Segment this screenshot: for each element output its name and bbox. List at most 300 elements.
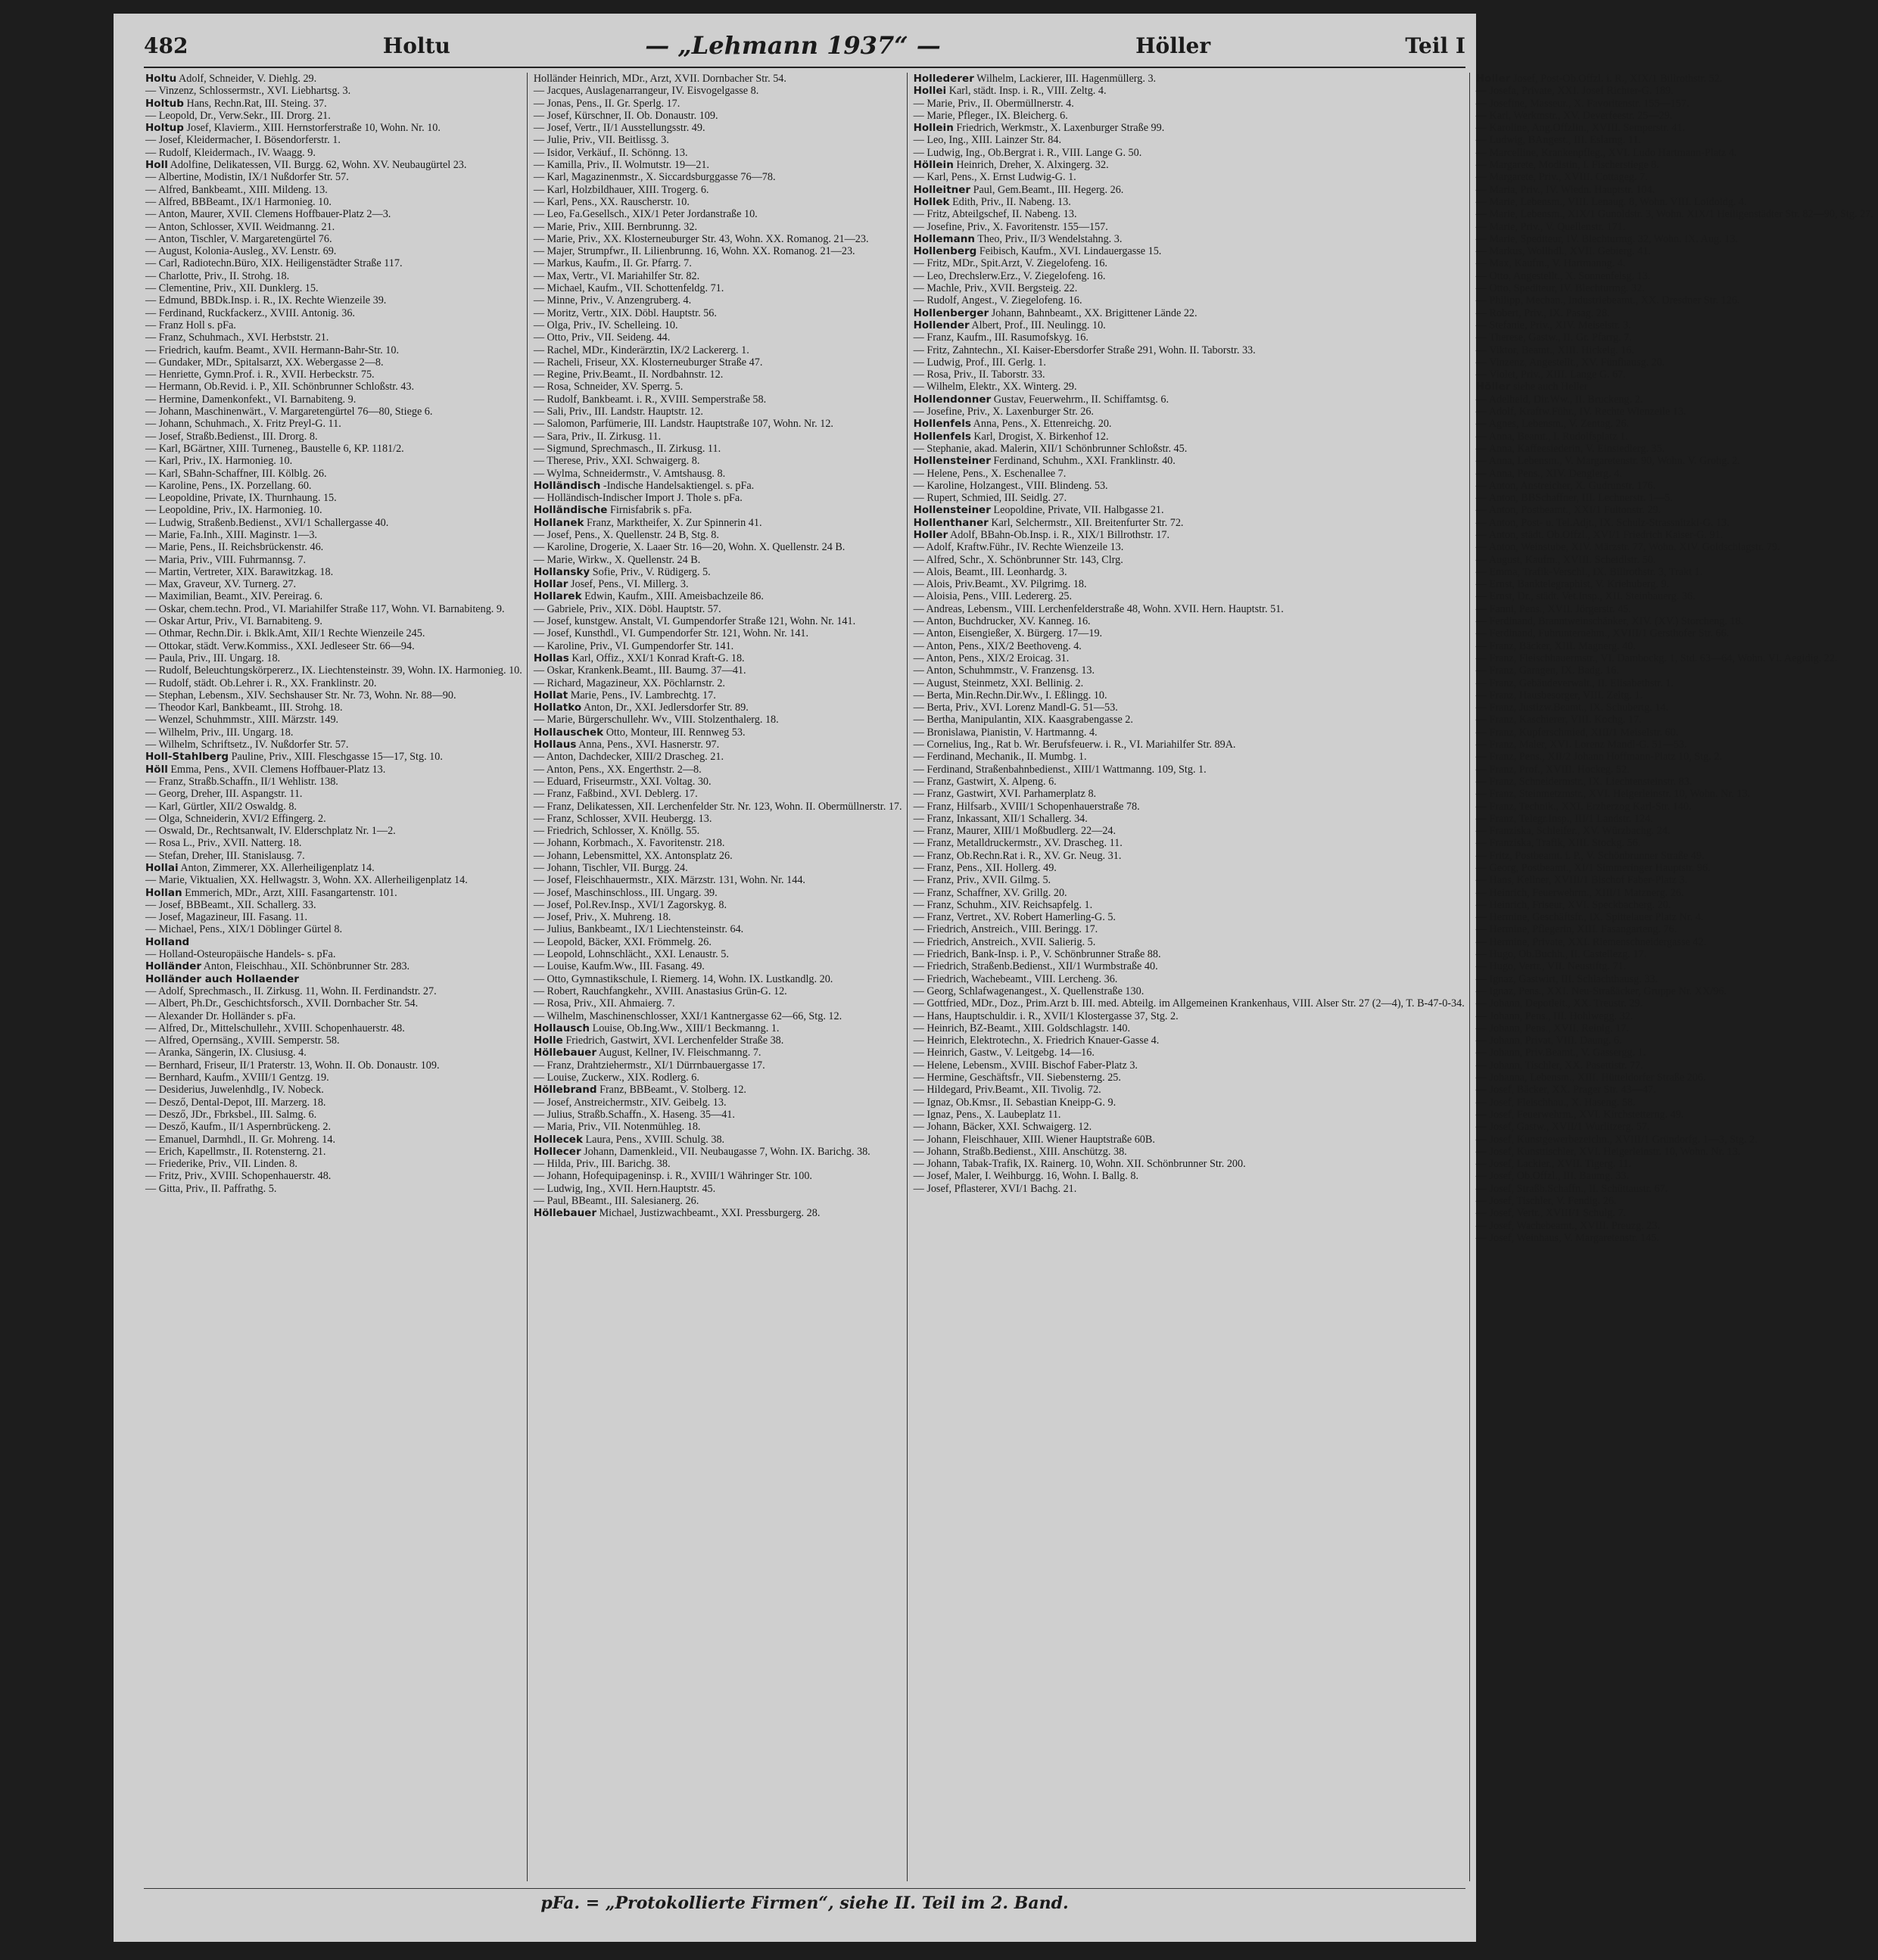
entry-details: — Fritz, Zahntechn., XI. Kaiser-Ebersdorfer Straße 291, Wohn. II. Taborstr. 33. <box>913 344 1256 356</box>
directory-entry <box>145 134 522 146</box>
entry-details: — Albertine, Modistin, IX/1 Nußdorfer Str. 57. <box>145 171 349 184</box>
directory-entry <box>914 356 1465 369</box>
directory-entry <box>534 1084 902 1096</box>
directory-entry <box>534 1146 902 1158</box>
directory-entry <box>914 98 1465 110</box>
entry-details: — Anton, Pens., XX. Engerthstr. 2—8. <box>533 763 702 776</box>
directory-entry <box>914 85 1465 97</box>
directory-entry <box>1476 455 1873 467</box>
directory-entry <box>914 985 1465 997</box>
directory-entry <box>534 504 902 516</box>
directory-entry <box>914 1047 1465 1059</box>
directory-entry <box>534 1047 902 1059</box>
entry-details: — Robert, Priv., IX. Pasag. 28. <box>1475 306 1610 319</box>
entry-surname: Hollansky <box>533 565 590 578</box>
directory-entry <box>1476 171 1873 183</box>
entry-details: — Josef, Wachebeamt., XVIII. Preuzg. 23. <box>1475 1219 1661 1232</box>
directory-entry <box>145 887 522 899</box>
entry-details: — Josef, Ob.Offzl., III. Baumg. 33. <box>1475 1170 1630 1183</box>
entry-details: — Ludwig, Straßenb.Bedienst., XVI/1 Schallergasse 40. <box>145 516 389 529</box>
directory-entry <box>914 110 1465 122</box>
entry-details: — Ignaz, Gastwirt, III. Schlachthausg. 33. <box>1475 972 1658 985</box>
directory-entry <box>914 468 1465 480</box>
entry-details: — Franz, Prof., XVIII. Hockeg. 52. <box>1475 763 1630 776</box>
entry-details: Firnisfabrik s. pFa. <box>610 504 692 517</box>
directory-entry <box>534 726 902 739</box>
entry-details: — Robert, Rauchfangkehr., XVIII. Anastasius Grün-G. 12. <box>533 985 787 997</box>
directory-entry <box>1476 1034 1873 1047</box>
directory-entry <box>1476 221 1873 233</box>
entry-details: — Ludwig, Prof., III. Gerlg. 1. <box>913 356 1046 369</box>
entry-details: — Josefa, Private, XXI. Josef Richter-G. 189. <box>1475 85 1674 98</box>
directory-entry <box>914 689 1465 702</box>
entry-details: — Johann, Tischler, VII. Burgg. 24. <box>533 862 688 874</box>
entry-details: — Emma, Trafik-Verschl., IX. Billrothstr. 3, Trakt 1. <box>1475 565 1703 578</box>
entry-details: Hans, Rechn.Rat, III. Steing. 37. <box>186 97 327 110</box>
entry-details: — Otto, Spediteur, IV. Blechturmg. 32. <box>1475 282 1645 295</box>
entry-details: — Leopold, Lohnschlächt., XXI. Lenaustr. 5. <box>533 948 729 961</box>
entry-details: — Johann, Korbmach., X. Favoritenstr. 218. <box>533 837 725 850</box>
directory-entry <box>534 98 902 110</box>
entry-details: Holländer Heinrich, MDr., Arzt, XVII. Dornbacher Str. 54. <box>533 73 786 85</box>
column-2 <box>527 73 907 1881</box>
entry-details: — Desiderius, Juwelenhdlg., IV. Nobeck. <box>145 1084 324 1097</box>
directory-entry <box>1476 282 1873 294</box>
entry-details: — Josef, Kürschner, II. Ob. Donaustr. 109. <box>533 109 718 122</box>
entry-details: — Wilhelm, Maschinenschlosser, XXI/1 Kantnergasse 62—66, Stg. 12. <box>533 1010 842 1022</box>
directory-entry <box>145 468 522 480</box>
directory-entry <box>914 960 1465 972</box>
entry-details: — Otto, Priv., VII. Seideng. 44. <box>533 331 671 344</box>
entry-surname: Hollan <box>145 886 182 899</box>
entry-details: — Anton, Postbeamt., XXI/1 Fultonstr. 29. <box>1475 504 1662 517</box>
column-3 <box>907 73 1469 1881</box>
entry-details: — Johann, Privat, VIII. Daung. 6. <box>1475 1034 1622 1047</box>
directory-entry <box>145 1134 522 1146</box>
directory-entry <box>534 233 902 245</box>
entry-details: — Anton, Maurer, XVII. Clemens Hoffbauer-Platz 2—3. <box>145 208 391 221</box>
directory-entry <box>1476 702 1873 714</box>
directory-entry <box>145 98 522 110</box>
entry-details: — Max, Vertr., VI. Mariahilfer Str. 82. <box>533 269 700 282</box>
entry-details: — Racheli, Friseur, XX. Klosterneuburger Straße 47. <box>533 356 763 369</box>
entry-details: — Johann, Pens., XVII. Reinlg. 17. <box>1475 1022 1629 1034</box>
directory-entry <box>145 788 522 800</box>
entry-surname: Hollei <box>913 85 947 98</box>
directory-entry <box>914 208 1465 220</box>
directory-entry <box>534 850 902 862</box>
entry-details: Friedrich, Werkmstr., X. Laxenburger Straße 99. <box>956 122 1165 135</box>
directory-entry <box>1476 850 1873 862</box>
directory-entry <box>914 480 1465 492</box>
directory-entry <box>1476 997 1873 1010</box>
entry-details: — Marie, Lebensm., XIX/1 Gunoldstr. 3, Wohn. XIX/1 Heiligenstädter Str. 82—90, Stg. 27. <box>1475 208 1873 221</box>
directory-entry <box>1476 431 1873 443</box>
entry-details: — Johann, Bäcker, XXI. Schwaigerg. 12. <box>913 1121 1092 1134</box>
entry-details: Adolf, BBahn-Ob.Insp. i. R., XIX/1 Billrothstr. 17. <box>950 528 1170 541</box>
entry-surname: Hollarek <box>533 590 582 603</box>
directory-entry <box>1476 331 1873 344</box>
entry-details: — Johann, Lebensmittel, XX. Antonsplatz 26. <box>533 849 733 862</box>
entry-details: — Marie, Bürgerschullehr. Wv., VIII. Stolzenthalerg. 18. <box>533 714 779 726</box>
entry-details: Karl, städt. Insp. i. R., VIII. Zeltg. 4. <box>948 85 1107 98</box>
directory-entry <box>1476 1059 1873 1072</box>
entry-details: — Ferdinand, Fuhrunternehm., XVIII/1 Gersthofer Str. 66. <box>1475 627 1730 640</box>
entry-details: — Marie, Lebensm., VIII. Lenaug. 8, Wohn. VIII. Loidoldg. 4. <box>1475 195 1747 208</box>
entry-details: — Desző, Dental-Depot, III. Marzerg. 18. <box>145 1096 326 1109</box>
directory-entry <box>145 664 522 677</box>
entry-surname: Hollenfels <box>913 418 971 431</box>
directory-entry <box>914 899 1465 911</box>
entry-details: — Majer, Strumpfwr., II. Lilienbrunng. 16, Wohn. XX. Romanog. 21—23. <box>533 245 855 258</box>
entry-surname: Hollenberger <box>913 306 989 319</box>
directory-entry <box>145 171 522 183</box>
directory-entry <box>1476 615 1873 627</box>
directory-entry <box>534 1207 902 1219</box>
column-4 <box>1469 73 1878 1881</box>
directory-page <box>114 14 1873 1942</box>
directory-entry <box>534 960 902 972</box>
directory-entry <box>145 319 522 331</box>
directory-entry <box>145 801 522 813</box>
directory-entry <box>534 257 902 269</box>
entry-details: — Alois, Beamt., III. Leonhardg. 3. <box>913 565 1067 578</box>
directory-entry <box>1476 764 1873 776</box>
directory-entry <box>534 110 902 122</box>
directory-entry <box>914 319 1465 331</box>
directory-entry <box>914 615 1465 627</box>
entry-details: — Karl, BGärtner, XIII. Turneneg., Baustelle 6, KP. 1181/2. <box>145 442 404 455</box>
directory-entry <box>534 1134 902 1146</box>
entry-details: — Franz, Inkassant, XII/1 Schallerg. 34. <box>913 812 1088 825</box>
directory-entry <box>1476 776 1873 788</box>
directory-entry <box>914 1109 1465 1121</box>
directory-entry <box>1476 973 1873 985</box>
directory-entry <box>1476 319 1873 331</box>
directory-entry <box>914 233 1465 245</box>
directory-entry <box>1476 159 1873 171</box>
entry-surname: Hollar <box>533 578 568 591</box>
directory-entry <box>534 1010 902 1022</box>
entry-surname: Hollensteiner <box>913 455 991 468</box>
directory-entry <box>534 825 902 837</box>
entry-details: — Marie, Viktualien, XX. Hellwagstr. 3, Wohn. XX. Allerheiligenplatz 14. <box>145 874 468 887</box>
entry-details: — Johann, Maschinenwärt., V. Margaretengürtel 76—80, Stiege 6. <box>145 406 433 418</box>
directory-entry <box>145 480 522 492</box>
entry-details: — Hildegard, Priv.Beamt., XII. Tivolig. 72. <box>913 1084 1101 1097</box>
directory-entry <box>1476 726 1873 739</box>
directory-entry <box>145 455 522 467</box>
directory-entry <box>1476 837 1873 849</box>
entry-details: — Adolf, Kraftw.Führ., IV. Rechte Wienzeile 13. <box>1475 406 1686 418</box>
directory-entry <box>534 948 902 960</box>
entry-details: — Franz, Garagen, IX. Badg. 16. <box>1475 664 1619 677</box>
entry-details: — Alois, Priv.Beamt., XV. Pilgrimg. 18. <box>913 578 1087 591</box>
directory-entry <box>1476 110 1873 122</box>
entry-details: — Karoline, Priv., VI. Gumpendorfer Str. 141. <box>533 639 734 652</box>
entry-details: — Hilda, Priv., III. Barichg. 38. <box>533 1158 671 1171</box>
directory-entry <box>145 689 522 702</box>
column-1 <box>144 73 527 1881</box>
entry-details: — Gottfried, MDr., Doz., Prim.Arzt b. III. med. Abteilg. im Allgemeinen Krankenhaus, VIII. Alser Str. 27 (2—4), T. B-47-0-34. <box>913 997 1465 1010</box>
entry-details: Karl, Selchermstr., XII. Breitenfurter Str. 72. <box>991 516 1184 529</box>
entry-details: — Josef, Priv., X. Muhreng. 18. <box>533 911 671 924</box>
entry-details: Marie, Pens., IV. Lambrechtg. 17. <box>570 689 716 702</box>
entry-details: — Ottokar, städt. Verw.Kommiss., XXI. Jedleseer Str. 66—94. <box>145 639 415 652</box>
directory-entry <box>1476 418 1873 430</box>
directory-entry <box>145 245 522 257</box>
directory-entry <box>1476 590 1873 602</box>
directory-entry <box>145 948 522 960</box>
entry-details: — Marie, Spediteur, IV. Blechturmg. 32, Wohn. IX. Aug. 13. <box>1475 232 1738 245</box>
entry-details: — Berta, Min.Rechn.Dir.Wv., I. Eßlingg. 10. <box>913 689 1107 702</box>
entry-details: Ferdinand, Schuhm., XXI. Franklinstr. 40. <box>993 455 1176 468</box>
directory-entry <box>914 504 1465 516</box>
entry-details: — Karl, Gürtler, XII/2 Oswaldg. 8. <box>145 800 297 813</box>
entry-details: — Helene, Lebensm., XVIII. Bischof Faber-Platz 3. <box>913 1059 1138 1072</box>
entry-details: Johann, Bahnbeamt., XX. Brigittener Lände 22. <box>991 306 1197 319</box>
entry-surname: Höllebauer <box>533 1207 596 1220</box>
entry-details: — Bernhard, Kaufm., XVIII/1 Gentzg. 19. <box>145 1072 329 1084</box>
entry-surname: Hollenfels <box>913 430 971 443</box>
entry-details: -Indische Handelsaktiengel. s. pFa. <box>603 479 755 492</box>
directory-entry <box>145 751 522 763</box>
directory-entry <box>145 874 522 886</box>
directory-entry <box>914 394 1465 406</box>
directory-entry <box>145 257 522 269</box>
directory-entry <box>534 776 902 788</box>
directory-entry <box>534 455 902 467</box>
entry-details: — Johann, Priv.Beamt., V. Gassergg. 1. <box>1475 1047 1646 1059</box>
directory-entry <box>914 554 1465 566</box>
directory-entry <box>145 147 522 159</box>
directory-entry <box>1476 899 1873 911</box>
entry-details: — Leo, Drechslerw.Erz., V. Ziegelofeng. 16. <box>913 269 1106 282</box>
entry-details: — Marie, Pfleger., IX. Bleicherg. 6. <box>913 109 1068 122</box>
directory-entry <box>145 184 522 196</box>
directory-entry <box>534 319 902 331</box>
entry-details: — Andreas, Lebensm., VIII. Lerchenfelderstraße 48, Wohn. XVII. Hern. Hauptstr. 51. <box>913 602 1284 615</box>
directory-entry <box>534 677 902 689</box>
directory-entry <box>1476 677 1873 689</box>
directory-entry <box>1476 923 1873 935</box>
directory-entry <box>914 122 1465 134</box>
header-part: Teil I <box>1405 33 1465 58</box>
entry-details: — Josefine, Priv., X. Laxenburger Str. 26. <box>913 406 1094 418</box>
entry-details: — Aloisia, Pens., VIII. Ledererg. 25. <box>913 590 1073 603</box>
entry-details: — Therese, Priv., XXI. Schwaigerg. 8. <box>533 455 700 468</box>
entry-columns <box>144 73 1873 1881</box>
directory-entry <box>1476 911 1873 923</box>
entry-details: — Isidor, Verkäuf., II. Schönng. 13. <box>533 146 688 159</box>
entry-details: — August, Steinmetz, XXI. Bellinig. 2. <box>913 677 1084 689</box>
entry-details: — Franz, Metalldruckermstr., XV. Drascheg. 11. <box>913 837 1123 850</box>
directory-entry <box>914 257 1465 269</box>
directory-entry <box>145 726 522 739</box>
entry-details: Karl, Offiz., XXI/1 Konrad Kraft-G. 18. <box>571 652 745 664</box>
directory-entry <box>534 751 902 763</box>
directory-entry <box>1476 1084 1873 1096</box>
directory-entry <box>1476 1232 1873 1244</box>
directory-entry <box>145 221 522 233</box>
directory-entry <box>1476 788 1873 800</box>
directory-entry <box>1476 208 1873 220</box>
directory-entry <box>534 282 902 294</box>
directory-entry <box>145 997 522 1010</box>
directory-entry <box>914 923 1465 935</box>
directory-entry <box>1476 369 1873 381</box>
entry-details: Josef, Pens., VI. Millerg. 3. <box>570 578 689 591</box>
entry-details: — Franz, Gastwirt, X. Alpeng. 6. <box>913 775 1057 788</box>
directory-entry <box>145 615 522 627</box>
entry-details: — Holländisch-Indischer Import J. Thole s. pFa. <box>533 492 743 505</box>
directory-entry <box>145 492 522 504</box>
directory-entry <box>914 566 1465 578</box>
entry-details: — Karl, Magazinenmstr., X. Siccardsburggasse 76—78. <box>533 171 776 184</box>
entry-surname: Hollaus <box>533 739 577 751</box>
directory-entry <box>534 1121 902 1133</box>
directory-entry <box>534 739 902 751</box>
entry-details: — Leo, Ing., XIII. Lainzer Str. 84. <box>913 134 1061 147</box>
entry-details: — Anton, Eisengießer, X. Bürgerg. 17—19. <box>913 627 1103 640</box>
directory-entry <box>145 1170 522 1182</box>
directory-entry <box>1476 825 1873 837</box>
directory-entry <box>145 356 522 369</box>
directory-entry <box>914 406 1465 418</box>
directory-entry <box>914 184 1465 196</box>
entry-details: — Julie, Priv., VII. Beitlissg. 3. <box>533 134 669 147</box>
directory-entry <box>914 862 1465 874</box>
entry-details: — Alfred, BBBeamt., IX/1 Harmonieg. 10. <box>145 195 332 208</box>
directory-entry <box>534 578 902 590</box>
entry-surname: Hollenthaner <box>913 516 989 529</box>
entry-details: — Franz, Gebäudeverwalt., II. Elisabethstr. 1. <box>1475 677 1674 689</box>
directory-entry <box>914 431 1465 443</box>
entry-details: — August, Kolonia-Ausleg., XV. Lenstr. 69. <box>145 245 337 258</box>
directory-entry <box>914 1121 1465 1133</box>
entry-details: — Johann, Depotleit., XX. Treustr. 29. <box>1475 997 1643 1010</box>
entry-details: Theo, Priv., II/3 Wendelstahng. 3. <box>977 232 1123 245</box>
entry-details: — Henriette, Gymn.Prof. i. R., XVII. Herbeckstr. 75. <box>145 369 375 381</box>
directory-entry <box>914 887 1465 899</box>
entry-details: Anna, Pens., XVI. Hasnerstr. 97. <box>578 739 720 751</box>
directory-entry <box>145 517 522 529</box>
entry-surname: Hollat <box>533 689 568 702</box>
entry-details: — Josef, Fleischhau., X. Haseng. 58. <box>1475 1096 1636 1109</box>
entry-details: Albert, Prof., III. Neulingg. 10. <box>971 319 1106 331</box>
directory-entry <box>534 1195 902 1207</box>
directory-entry <box>534 874 902 886</box>
entry-surname: Hollenberg <box>913 245 977 258</box>
entry-details: Franz, BBBeamt., V. Stolberg. 12. <box>600 1084 746 1097</box>
directory-entry <box>914 714 1465 726</box>
entry-details: — Ferdinand, Branntweinschänker, XIV. (XV.) Storcheng. 18. <box>1475 615 1744 628</box>
entry-details: — Josef, Kleidermacher, I. Bösendorferstr. 1. <box>145 134 341 147</box>
entry-details: — Carl, Radiotechn.Büro, XIX. Heiligenstädter Straße 117. <box>145 257 403 270</box>
directory-entry <box>1476 492 1873 504</box>
entry-details: — Franz, Maler, XVI. Lorenz Mandl-G. 51—53. <box>1475 739 1687 751</box>
directory-entry <box>914 307 1465 319</box>
entry-details: Josef, Post-Ob.Offzl. i. R., XIX/1 Billrothstr. 52. <box>1512 73 1723 85</box>
entry-details: — Franz, Kaufm., III. Rasumofskyg. 16. <box>913 331 1088 344</box>
directory-entry <box>1476 529 1873 541</box>
entry-details: — Rudolf, Angest., V. Ziegelofeng. 16. <box>913 294 1082 307</box>
entry-details: — Karl, Holzbildhauer, XIII. Trogerg. 6. <box>533 183 709 196</box>
directory-entry <box>914 418 1465 430</box>
entry-details: — Anton, Schuhmmstr., V. Franzensg. 13. <box>913 664 1095 677</box>
entry-details: — Julius, Straßb.Schaffn., X. Haseng. 35—41. <box>533 1108 735 1121</box>
directory-entry <box>145 1097 522 1109</box>
directory-entry <box>534 973 902 985</box>
entry-details: — Josef, Vertr., II/1 Ausstellungsstr. 49. <box>533 122 705 135</box>
entry-details: — Karoline, Ang.Offzlin., XVIII. Semperstr. 41. <box>1475 122 1686 135</box>
entry-details: — Clementine, Priv., XII. Dunklerg. 15. <box>145 282 319 295</box>
directory-entry <box>145 960 522 972</box>
directory-entry <box>914 171 1465 183</box>
directory-entry <box>145 529 522 541</box>
directory-entry <box>914 381 1465 393</box>
entry-details: — Friedrich, kaufm. Beamt., XVII. Hermann-Bahr-Str. 10. <box>145 344 400 356</box>
entry-details: — Wilhelm, Schriftsetz., IV. Nußdorfer Str. 57. <box>145 739 349 751</box>
directory-entry <box>534 369 902 381</box>
entry-details: — Franz, Schuhmach., XVI. Herbststr. 21. <box>145 331 329 344</box>
entry-details: — Markus, Kaufm., II. Gr. Pfarrg. 7. <box>533 257 692 270</box>
entry-details: — Josef, Tischler, V. Fendig. 26. <box>1475 1195 1617 1208</box>
directory-entry <box>534 985 902 997</box>
entry-details: — Sara, Priv., II. Zirkusg. 11. <box>533 430 662 443</box>
directory-entry <box>914 627 1465 639</box>
directory-entry <box>1476 813 1873 825</box>
entry-details: — Moritz, Vertr., XIX. Döbl. Hauptstr. 56. <box>533 306 717 319</box>
entry-details: — Jonas, Pens., II. Gr. Sperlg. 17. <box>533 97 681 110</box>
entry-details: Adolfine, Delikatessen, VII. Burgg. 62, Wohn. XV. Neubaugürtel 23. <box>170 159 467 172</box>
directory-entry <box>1476 147 1873 159</box>
entry-details: — Friedrich, Anstreich., XVII. Salierig. 5. <box>913 935 1096 948</box>
entry-details: — Sigmund, Sprechmasch., II. Zirkusg. 11. <box>533 442 721 455</box>
directory-entry <box>534 85 902 97</box>
entry-surname: Hollein <box>913 122 954 135</box>
entry-details: — Josef, Fleischhauermstr., XIX. Märzstr. 131, Wohn. Nr. 144. <box>533 874 805 887</box>
entry-details: — Oskar, Krankenk.Beamt., III. Baumg. 37—41. <box>533 664 746 677</box>
directory-entry <box>914 1134 1465 1146</box>
entry-details: — Fritz, MDr., Spit.Arzt, V. Ziegelofeng. 16. <box>913 257 1107 270</box>
directory-entry <box>914 850 1465 862</box>
entry-details: — Fanni, Pens., XVII. Jörgerstr. 45. <box>1475 602 1631 615</box>
directory-entry <box>1476 1146 1873 1158</box>
directory-entry <box>145 813 522 825</box>
entry-details: — Bronislawa, Pianistin, V. Hartmanng. 4. <box>913 726 1098 739</box>
entry-details: — Alfred, Bankbeamt., XIII. Mildeng. 13. <box>145 183 328 196</box>
directory-entry <box>145 578 522 590</box>
entry-details: — Stephanie, akad. Malerin, XII/1 Schönbrunner Schloßstr. 45. <box>913 442 1188 455</box>
entry-surname: Holtub <box>145 97 184 110</box>
directory-entry <box>914 455 1465 467</box>
entry-details: — Anton, Schlosser, XVII. Weidmanng. 21. <box>145 220 335 233</box>
entry-details: — Ignaz, Ob.Kmsr., II. Sebastian Kneipp-G. 9. <box>913 1096 1117 1109</box>
entry-details: — Josef, Kunstgewerbezeichn., XVIII/1 Gründorfg. 1—3, Stg. 2. <box>1475 1133 1758 1146</box>
directory-entry <box>534 1072 902 1084</box>
entry-details: — Viktor, Beamt., XIII. Hickelg. 16. <box>1475 344 1634 356</box>
entry-details: — Ludwig, Ing., Ob.Bergrat i. R., VIII. Lange G. 50. <box>913 146 1142 159</box>
entry-details: — Paula, Priv., III. Ungarg. 18. <box>145 652 281 664</box>
entry-details: — Oskar Artur, Priv., VI. Barnabiteng. 9. <box>145 615 322 628</box>
directory-entry <box>914 578 1465 590</box>
entry-details: — Kamilla, Priv., II. Wolmutstr. 19—21. <box>533 159 709 172</box>
entry-details: — Agnes, Lebensm., V. Zentag. 26. <box>1475 418 1630 431</box>
entry-details: — Heinrich, Gastw., V. Leitgebg. 14—16. <box>913 1047 1095 1059</box>
entry-details: Wilhelm, Lackierer, III. Hagenmüllerg. 3. <box>976 73 1157 85</box>
entry-details: — Ernst, Banktelegraphist, V. Kriehuberg. 9. <box>1475 578 1670 591</box>
